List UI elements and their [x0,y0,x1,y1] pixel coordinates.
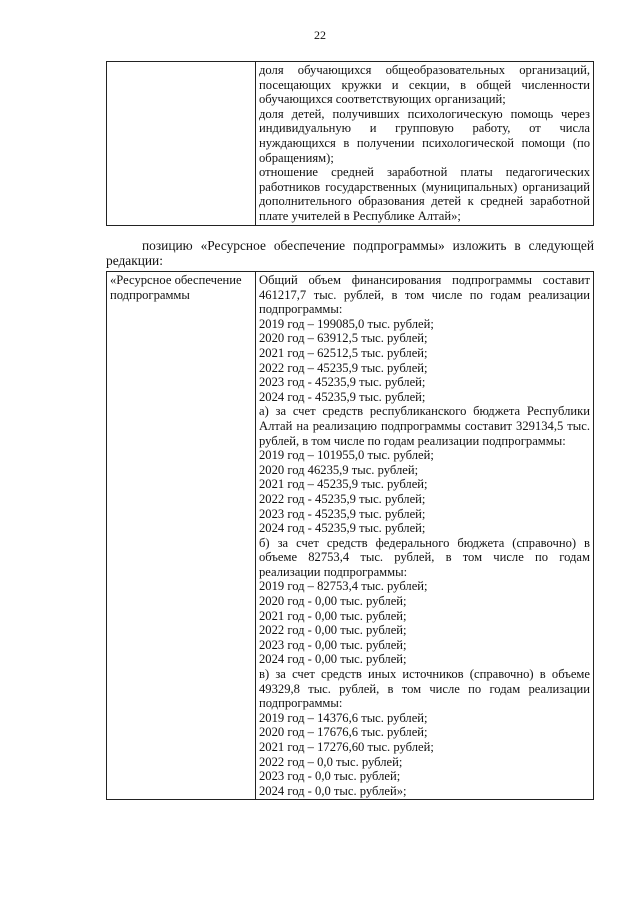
funding-line: 2023 год - 45235,9 тыс. рублей; [259,506,426,521]
funding-line: 2019 год – 101955,0 тыс. рублей; [259,448,434,463]
funding-line: б) за счет средств федерального бюджета (справочно) в объеме 82753,4 тыс. рублей, в том числе по годам реализации подпрограммы: [259,535,590,579]
funding-line: 2023 год - 0,0 тыс. рублей; [259,769,401,784]
resource-left-cell: «Ресурсное обеспечение подпрограммы [107,272,256,800]
resource-right-cell [256,272,594,800]
funding-line: 2024 год - 45235,9 тыс. рублей; [259,389,426,404]
table-row [107,272,594,800]
funding-line: 2024 год - 0,00 тыс. рублей; [259,652,407,667]
funding-line: 2023 год - 0,00 тыс. рублей; [259,637,407,652]
resource-table [106,271,594,800]
indicator-text: доля обучающихся общеобразовательных организаций, посещающих кружки и секции, в общей численности обучающихся соответствующих организаций; [259,63,590,107]
funding-line: 2022 год - 45235,9 тыс. рублей; [259,491,426,506]
funding-line: 2020 год – 63912,5 тыс. рублей; [259,331,428,346]
funding-line: 2021 год – 17276,60 тыс. рублей; [259,740,434,754]
funding-line: 2023 год - 45235,9 тыс. рублей; [259,375,426,390]
funding-line: 2020 год – 17676,6 тыс. рублей; [259,725,428,740]
indicator-text: отношение средней заработной платы педагогических работников государственных (муниципальных) организаций дополнительного образования детей к средней заработной плате учителей в Республике Алтай»; [259,165,590,223]
funding-line: 2022 год - 0,00 тыс. рублей; [259,623,407,638]
table-row [107,62,594,226]
intro-paragraph: позицию «Ресурсное обеспечение подпрограммы» изложить в следующей редакции: [106,238,594,268]
funding-line: а) за счет средств республиканского бюджета Республики Алтай на реализацию подпрограммы составит 329134,5 тыс. рублей, в том числе по годам реализации подпрограммы: [259,404,590,448]
funding-line: 2024 год - 0,0 тыс. рублей»; [259,783,407,798]
page-number: 22 [314,28,326,42]
funding-line: в) за счет средств иных источников (справочно) в объеме 49329,8 тыс. рублей, в том числе по годам реализации подпрограммы: [259,667,590,711]
indicator-text: доля детей, получивших психологическую помощь через индивидуальную и групповую работу, от числа нуждающихся в получении психологической помощи (по обращениям); [259,106,590,165]
funding-line: Общий объем финансирования подпрограммы составит 461217,7 тыс. рублей, в том числе по годам реализации подпрограммы: [259,273,590,317]
funding-line: 2022 год – 45235,9 тыс. рублей; [259,360,428,375]
indicators-left-cell [107,62,256,226]
funding-line: 2019 год – 82753,4 тыс. рублей; [259,579,428,594]
funding-line: 2020 год 46235,9 тыс. рублей; [259,462,419,477]
funding-line: 2020 год - 0,00 тыс. рублей; [259,594,407,609]
funding-line: 2024 год - 45235,9 тыс. рублей; [259,521,426,536]
funding-line: 2019 год – 199085,0 тыс. рублей; [259,316,434,331]
funding-line: 2021 год – 45235,9 тыс. рублей; [259,477,428,492]
indicators-table [106,61,594,226]
funding-line: 2021 год – 62512,5 тыс. рублей; [259,345,428,360]
indicators-right-cell [256,62,594,226]
funding-line: 2022 год – 0,0 тыс. рублей; [259,754,403,769]
funding-line: 2019 год – 14376,6 тыс. рублей; [259,710,428,725]
funding-line: 2021 год - 0,00 тыс. рублей; [259,608,407,623]
